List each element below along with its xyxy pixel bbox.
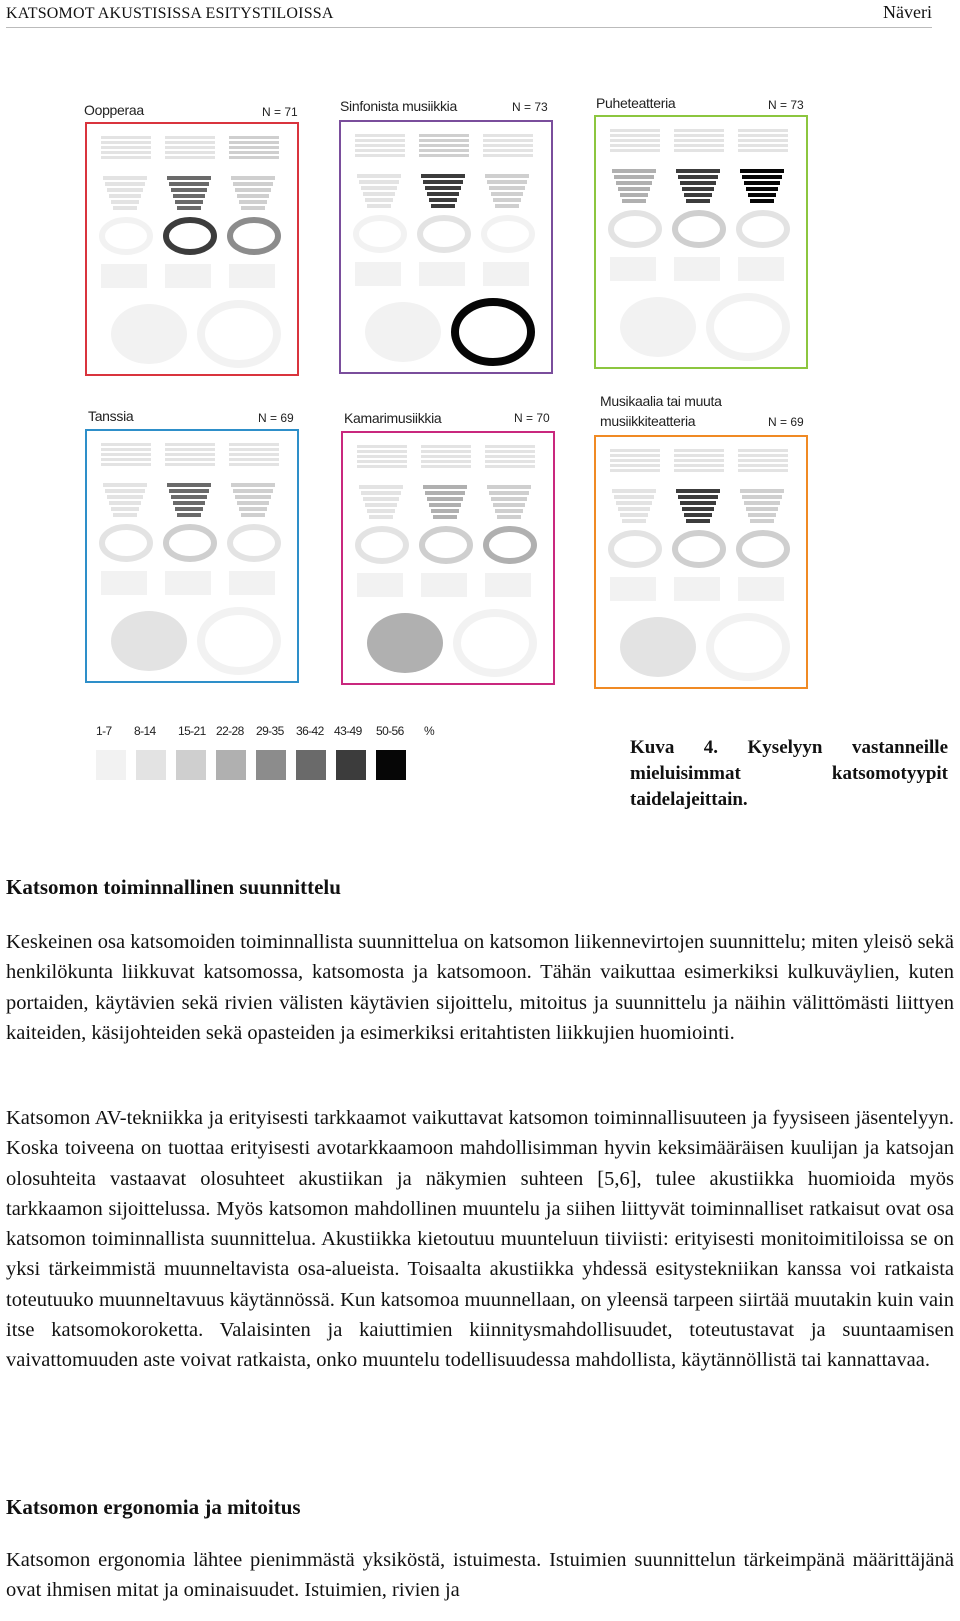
legend-swatch <box>136 750 166 780</box>
seating-glyph-round <box>111 611 187 671</box>
seating-types-illustration <box>596 117 806 367</box>
running-header <box>6 2 932 28</box>
seating-glyph-rect <box>101 136 151 159</box>
seating-glyph-round <box>111 304 187 364</box>
panel-title-dance: Tanssia <box>88 408 134 424</box>
seating-glyph-rect <box>485 445 535 468</box>
legend-swatch <box>336 750 366 780</box>
seating-glyph-ring <box>457 613 533 673</box>
running-header-title: KATSOMOT AKUSTISISSA ESITYSTILOISSA <box>6 5 334 22</box>
seating-glyph-fan <box>167 176 211 210</box>
panel-drama <box>594 115 808 369</box>
seating-glyph-arena <box>166 527 214 559</box>
panel-n-musical: N = 69 <box>768 415 804 429</box>
seating-glyph-rect <box>355 134 405 157</box>
seating-glyph-ring <box>455 302 531 362</box>
seating-glyph-ring <box>710 297 786 357</box>
seating-glyph-block <box>738 257 784 281</box>
seating-glyph-block <box>483 262 529 286</box>
legend-swatch <box>296 750 326 780</box>
seating-glyph-fan <box>421 174 465 208</box>
seating-glyph-arena <box>739 533 787 565</box>
seating-glyph-fan <box>103 483 147 517</box>
seating-glyph-block <box>738 577 784 601</box>
seating-glyph-block <box>101 571 147 595</box>
seating-glyph-rect <box>610 449 660 472</box>
seating-glyph-block <box>421 573 467 597</box>
seating-glyph-arena <box>675 213 723 245</box>
panel-n-drama: N = 73 <box>768 98 804 112</box>
legend-swatch <box>176 750 206 780</box>
seating-glyph-rect <box>165 136 215 159</box>
section-heading: Katsomon toiminnallinen suunnittelu <box>6 875 341 899</box>
seating-glyph-arena <box>611 533 659 565</box>
seating-glyph-block <box>610 577 656 601</box>
panel-title-symphonic: Sinfonista musiikkia <box>340 98 457 114</box>
seating-glyph-rect <box>101 443 151 466</box>
seating-glyph-round <box>620 617 696 677</box>
seating-glyph-fan <box>676 489 720 523</box>
seating-glyph-rect <box>357 445 407 468</box>
legend-label: 36-42 <box>296 724 324 738</box>
seating-glyph-block <box>355 262 401 286</box>
seating-glyph-rect <box>738 129 788 152</box>
seating-glyph-rect <box>674 129 724 152</box>
seating-glyph-fan <box>231 483 275 517</box>
seating-glyph-fan <box>612 489 656 523</box>
seating-glyph-arena <box>675 533 723 565</box>
seating-glyph-fan <box>740 489 784 523</box>
panel-musical <box>594 435 808 689</box>
panel-opera <box>85 122 299 376</box>
seating-glyph-arena <box>230 220 278 252</box>
seating-types-illustration <box>341 122 551 372</box>
body-paragraph: Keskeinen osa katsomoiden toiminnallista suunnittelua on katsomon liikennevirtojen suunnittelu; miten yleisö sekä henkilökunta liikkuvat katsomossa, katsomosta ja katsomoon. Tähän vaikuttaa esimerkiksi kulkuväylien, kuten portaiden, käytävien sekä rivien välisten käytävien sijoittelu, mitoitus ja suunnittelu ja näihin välittömästi liittyen kaiteiden, käsijohteiden sekä opasteiden ja esimerkiksi eritahtisten liikkujien huomiointi. <box>6 931 954 1044</box>
section-heading: Katsomon ergonomia ja mitoitus <box>6 1495 301 1519</box>
legend-label: 29-35 <box>256 724 284 738</box>
seating-glyph-arena <box>356 218 404 250</box>
seating-glyph-block <box>165 571 211 595</box>
seating-glyph-round <box>367 613 443 673</box>
seating-glyph-rect <box>229 136 279 159</box>
seating-glyph-arena <box>102 220 150 252</box>
seating-glyph-fan <box>357 174 401 208</box>
panel-chamber <box>341 431 555 685</box>
seating-glyph-block <box>674 577 720 601</box>
seating-types-illustration <box>596 437 806 687</box>
seating-types-illustration <box>87 431 297 681</box>
seating-glyph-arena <box>358 529 406 561</box>
body-paragraph: Katsomon AV-tekniikka ja erityisesti tarkkaamot vaikuttavat katsomon toiminnallisuuteen ja fyysiseen jäsentelyyn. Koska toiveena on tuottaa erityisesti avotarkkaamoon mahdollisimman hyvin keksimääräisen kuulijan ja katsojan olosuhteita vastaavat olosuhteet akustiikan ja näkymien suhteen [5,6], tulee akustiikka huomioida myös tarkkaamon sijoittelussa. Myös katsomon mahdollinen muuntelu ja siihen liittyvät toiminnalliset ratkaisut ovat osa katsomon toiminnallista suunnittelua. Akustiikka kietoutuu muunteluun tiiviisti: erityisesti monitoimitiloissa se on yksi tärkeimmistä muunneltavista osa-alueista. Toisaalta akustiikka yhdessä esitystekniikan kanssa voi ratkaista toteutuuko muunneltavuus käytännössä. Kun katsomoa muunnellaan, on yleensä tarpeen siirtää muutakin kuin vain itse katsomokoroketta. Valaisinten ja kaiuttimien kiinnitysmahdollisuudet, toteutustavat ja suuntaamisen vaivattomuuden aste voivat ratkaista, onko muuntelu todellisuudessa mahdollista, käytännöllistä tai kannattavaa. <box>6 1107 954 1372</box>
legend-swatch <box>216 750 246 780</box>
seating-glyph-rect <box>419 134 469 157</box>
seating-glyph-fan <box>103 176 147 210</box>
seating-glyph-ring <box>710 617 786 677</box>
seating-glyph-round <box>365 302 441 362</box>
panel-title-opera: Oopperaa <box>84 102 144 118</box>
panel-n-opera: N = 71 <box>262 105 298 119</box>
seating-glyph-arena <box>422 529 470 561</box>
seating-glyph-rect <box>421 445 471 468</box>
panel-title-musical: Musikaalia tai muuta musiikkiteatteria <box>600 393 722 429</box>
seating-glyph-block <box>419 262 465 286</box>
seating-glyph-round <box>620 297 696 357</box>
seating-glyph-block <box>357 573 403 597</box>
running-header-author: Näveri <box>883 2 932 22</box>
seating-glyph-block <box>229 264 275 288</box>
panel-n-dance: N = 69 <box>258 411 294 425</box>
seating-glyph-block <box>485 573 531 597</box>
seating-glyph-fan <box>231 176 275 210</box>
seating-glyph-rect <box>738 449 788 472</box>
seating-glyph-rect <box>674 449 724 472</box>
panel-n-chamber: N = 70 <box>514 411 550 425</box>
seating-glyph-arena <box>484 218 532 250</box>
legend-label: 22-28 <box>216 724 244 738</box>
seating-glyph-fan <box>485 174 529 208</box>
legend-swatch <box>376 750 406 780</box>
legend-label: 1-7 <box>96 724 112 738</box>
panel-title-chamber: Kamarimusiikkia <box>344 410 442 426</box>
figure-caption: Kuva 4. Kyselyyn vastanneille mieluisimmat katsomotyypit taidelajeittain. <box>630 737 948 810</box>
seating-glyph-ring <box>201 611 277 671</box>
seating-glyph-fan <box>423 485 467 519</box>
legend-percent-label: % <box>424 724 435 738</box>
seating-glyph-arena <box>230 527 278 559</box>
seating-glyph-block <box>610 257 656 281</box>
seating-glyph-arena <box>420 218 468 250</box>
body-paragraph: Katsomon ergonomia lähtee pienimmästä yksiköstä, istuimesta. Istuimien suunnittelun tärkeimpänä määrittäjänä ovat ihmisen mitat ja ominaisuudet. Istuimien, rivien ja <box>6 1549 954 1602</box>
shade-legend <box>90 724 435 784</box>
seating-glyph-block <box>674 257 720 281</box>
legend-label: 50-56 <box>376 724 404 738</box>
panel-symphonic <box>339 120 553 374</box>
seating-glyph-rect <box>610 129 660 152</box>
legend-label: 15-21 <box>178 724 206 738</box>
seating-glyph-fan <box>676 169 720 203</box>
seating-glyph-rect <box>165 443 215 466</box>
seating-glyph-arena <box>739 213 787 245</box>
legend-label: 43-49 <box>334 724 362 738</box>
seating-glyph-ring <box>201 304 277 364</box>
seating-glyph-arena <box>102 527 150 559</box>
seating-glyph-fan <box>740 169 784 203</box>
seating-glyph-block <box>229 571 275 595</box>
seating-glyph-rect <box>229 443 279 466</box>
panel-title-drama: Puheteatteria <box>596 95 676 111</box>
seating-glyph-fan <box>612 169 656 203</box>
seating-glyph-arena <box>166 220 214 252</box>
panel-dance <box>85 429 299 683</box>
seating-glyph-arena <box>486 529 534 561</box>
legend-swatch <box>256 750 286 780</box>
seating-types-illustration <box>87 124 297 374</box>
seating-glyph-fan <box>167 483 211 517</box>
legend-label: 8-14 <box>134 724 156 738</box>
seating-types-illustration <box>343 433 553 683</box>
seating-glyph-arena <box>611 213 659 245</box>
seating-glyph-fan <box>487 485 531 519</box>
seating-glyph-block <box>101 264 147 288</box>
seating-glyph-rect <box>483 134 533 157</box>
panel-n-symphonic: N = 73 <box>512 100 548 114</box>
legend-swatch <box>96 750 126 780</box>
seating-glyph-fan <box>359 485 403 519</box>
seating-glyph-block <box>165 264 211 288</box>
